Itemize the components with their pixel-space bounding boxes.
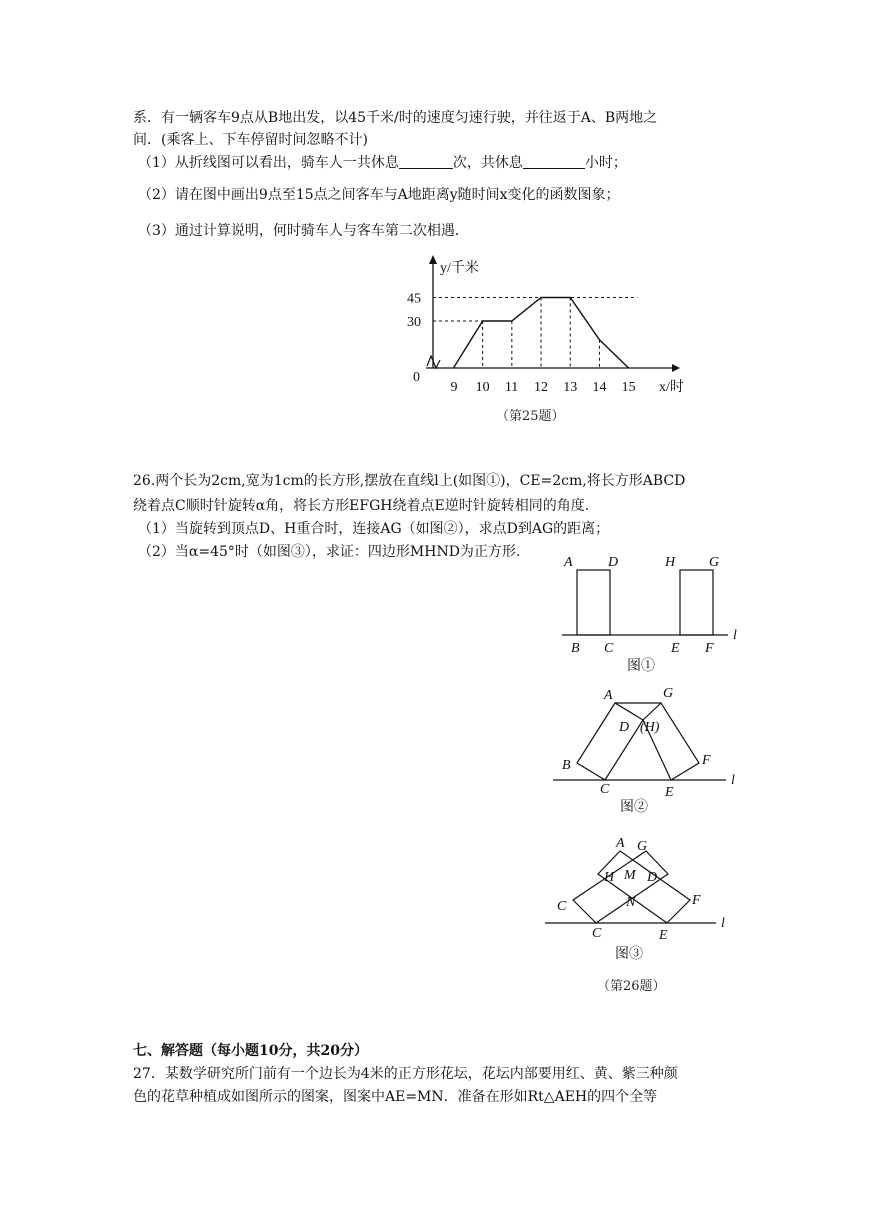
q27-text-line2: 色的花草种植成如图所示的图案，图案中AE=MN．准备在形如Rt△AEH的四个全等 xyxy=(133,1089,658,1105)
fig3-label-n: N xyxy=(626,895,636,910)
y-axis-label: y/千米 xyxy=(440,261,479,276)
fig1-label-e: E xyxy=(671,641,680,656)
y-axis-arrow xyxy=(429,255,437,264)
x-tick-label-11: 11 xyxy=(504,380,519,395)
fig1-label-l: l xyxy=(733,628,737,643)
fig2-label-l: l xyxy=(731,773,735,788)
q27-text-line1: 27．某数学研究所门前有一个边长为4米的正方形花坛，花坛内部要用红、黄、紫三种颜 xyxy=(133,1066,678,1082)
section-heading: 七、解答题（每小题10分，共20分） xyxy=(133,1043,368,1059)
q25-part1-b: 次，共休息 xyxy=(452,155,523,171)
q26-caption: （第26题） xyxy=(597,979,666,994)
fig2-rect-abcd xyxy=(577,703,643,780)
fig1 xyxy=(562,555,737,674)
fig1-label-a: A xyxy=(564,555,573,570)
fig3-label-c-bottom: C xyxy=(592,926,602,941)
fig2-caption: 图② xyxy=(620,800,648,815)
fig2-label-b: B xyxy=(562,758,571,773)
fig1-label-f: F xyxy=(705,641,714,656)
q26-text-line2: 绕着点C顺时针旋转α角，将长方形EFGH绕着点E逆时针旋转相同的角度. xyxy=(133,498,590,514)
x-tick-label-15: 15 xyxy=(621,380,636,395)
q25-part2: （2）请在图中画出9点至15点之间客车与A地距离y随时间x变化的函数图象； xyxy=(138,187,620,203)
fig3-label-g: G xyxy=(637,839,648,854)
x-tick-label-10: 10 xyxy=(475,380,490,395)
fig3-rect-abcd xyxy=(573,851,668,923)
fig1-label-g: G xyxy=(709,555,720,570)
x-tick-label-12: 12 xyxy=(534,380,549,395)
x-axis-label: x/时 xyxy=(659,380,684,395)
q25-caption: （第25题） xyxy=(496,409,565,424)
fig1-label-b: B xyxy=(571,641,580,656)
fig3-label-e: E xyxy=(659,928,668,943)
q26-part1: （1）当旋转到顶点D、H重合时，连接AG（如图②），求点D到AG的距离； xyxy=(138,521,610,537)
q26-text-line1: 26.两个长为2cm,宽为1cm的长方形,摆放在直线l上(如图①)，CE=2cm,将长方形ABCD xyxy=(133,473,686,489)
fig3-label-d: D xyxy=(647,870,658,885)
fig3 xyxy=(545,836,725,962)
q26-part2: （2）当α=45°时（如图③），求证：四边形MHND为正方形. xyxy=(138,544,521,560)
fig1-caption: 图① xyxy=(627,659,655,674)
fig2-label-e: E xyxy=(665,785,674,800)
fig3-label-c-left: C xyxy=(557,899,567,914)
fig3-label-m: M xyxy=(624,868,636,883)
fig2-label-a: A xyxy=(604,688,613,703)
y-tick-label-30: 30 xyxy=(407,315,421,330)
series-line xyxy=(453,298,628,369)
fig2-label-g: G xyxy=(663,686,674,701)
fig3-label-f: F xyxy=(692,893,701,908)
fig1-rect-abcd xyxy=(577,570,610,635)
x-axis-arrow xyxy=(672,364,680,372)
fig1-rect-efgh xyxy=(680,570,713,635)
q25-part3: （3）通过计算说明，何时骑车人与客车第二次相遇． xyxy=(138,223,469,239)
fig3-label-a: A xyxy=(616,836,625,851)
fig1-label-h: H xyxy=(665,555,676,570)
origin-label: 0 xyxy=(413,370,420,385)
fig2-label-h: (H) xyxy=(640,720,660,735)
x-tick-label-14: 14 xyxy=(592,380,607,395)
fig2-rect-efgh xyxy=(643,703,699,780)
y-tick-label-45: 45 xyxy=(407,291,421,307)
q25-part1-a: （1）从折线图可以看出，骑车人一共休息 xyxy=(138,155,399,171)
fig3-caption: 图③ xyxy=(615,947,643,962)
x-tick-label-13: 13 xyxy=(563,380,578,395)
q25-text-line2: 间．(乘客上、下车停留时间忽略不计) xyxy=(133,132,368,148)
fig2 xyxy=(553,686,735,815)
q25-text-line1: 系．有一辆客车9点从B地出发，以45千米/时的速度匀速行驶，并往返于A、B两地之 xyxy=(133,110,658,126)
fig2-label-f: F xyxy=(702,753,711,768)
fig1-label-d: D xyxy=(608,555,619,570)
fig1-label-c: C xyxy=(604,641,614,656)
fig2-label-c: C xyxy=(600,782,610,797)
fig3-label-l: l xyxy=(721,916,725,931)
q25-part1-c: 小时； xyxy=(584,155,627,171)
fig2-label-d: D xyxy=(619,720,630,735)
fig3-label-h: H xyxy=(604,870,615,885)
x-tick-label-9: 9 xyxy=(450,380,458,395)
